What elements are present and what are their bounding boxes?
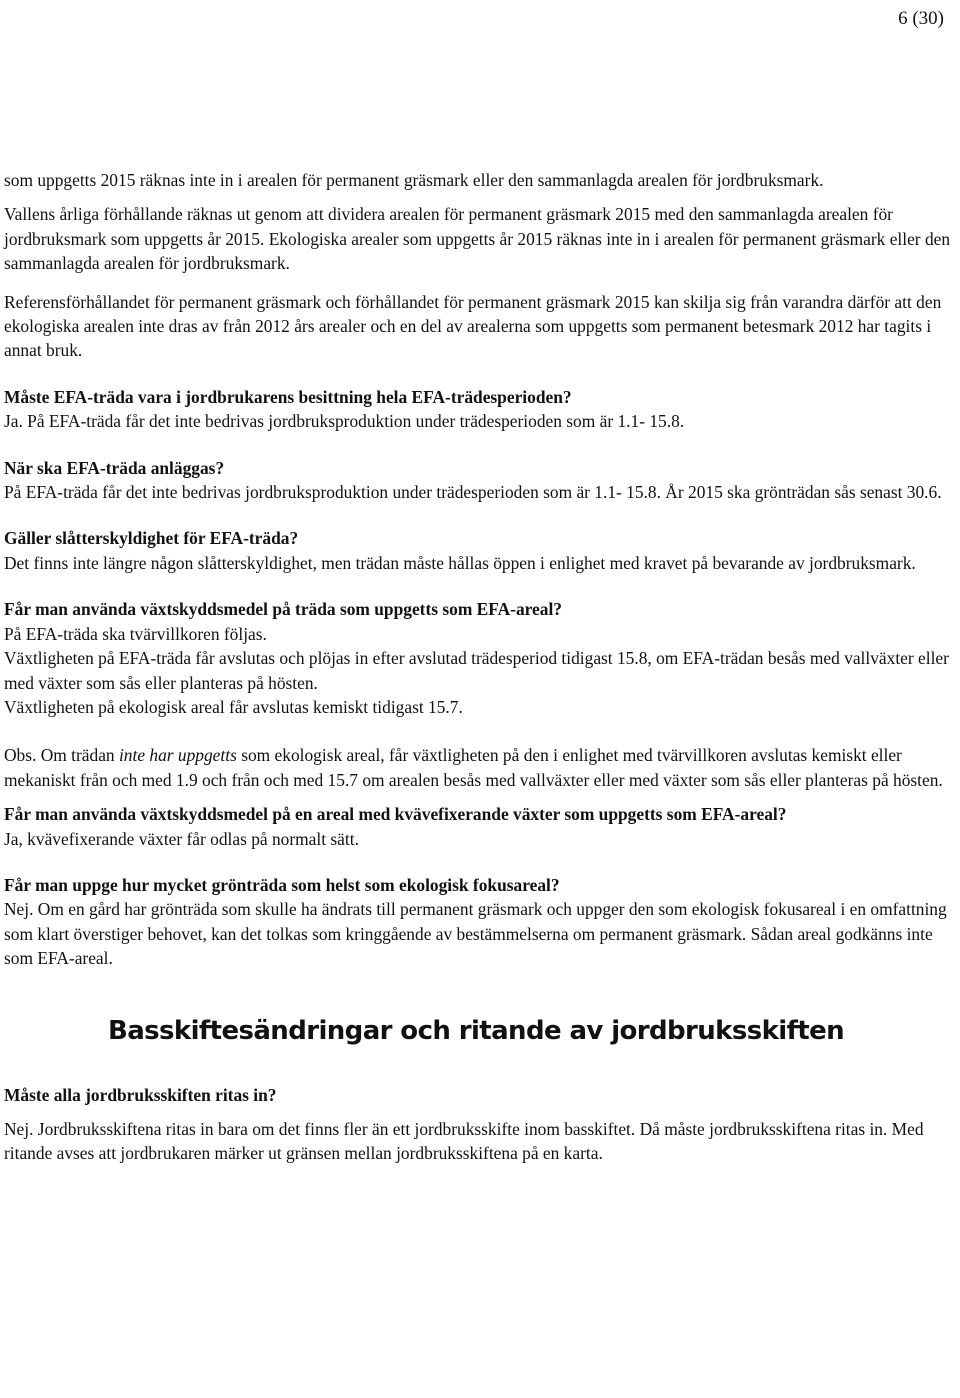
answer-line: Växtligheten på EFA-träda får avslutas och plöjas in efter avslutad trädesperiod tidigast 15.8, om EFA-trädan besås med vallväxter eller med växter som sås eller planteras på hösten.: [4, 648, 949, 693]
obs-note: [4, 743, 952, 792]
question-heading: Får man använda växtskyddsmedel på en areal med kvävefixerande växter som uppgetts som EFA-areal?: [4, 804, 787, 825]
question-heading: Måste EFA-träda vara i jordbrukarens besittning hela EFA-trädesperioden?: [4, 386, 572, 407]
qa-pesticide-fallow: [4, 597, 952, 719]
paragraph-reference-ratio: Referensförhållandet för permanent gräsmark och förhållandet för permanent gräsmark 2015 kan skilja sig från varandra därför att den ekologiska arealen inte dras av från 2012 års arealer och en del av arealerna som uppgetts som permanent betesmark 2012 har tagits i annat bruk.: [4, 291, 942, 361]
paragraph-intro: som uppgetts 2015 räknas inte in i arealen för permanent gräsmark eller den sammanlagda arealen för jordbruksmark.: [4, 170, 824, 190]
question-heading: Måste alla jordbruksskiften ritas in?: [4, 1084, 277, 1105]
qa-establish: [4, 456, 952, 505]
paragraph-vall-ratio: Vallens årliga förhållande räknas ut genom att dividera arealen för permanent gräsmark 2015 med den sammanlagda arealen för jordbruksmark som uppgetts år 2015. Ekologiska arealer som uppgetts år 2015 räknas inte in i arealen för permanent gräsmark eller den sammanlagda arealen för jordbruksmark.: [4, 204, 951, 274]
answer-text: Ja. På EFA-träda får det inte bedrivas jordbruksproduktion under trädesperioden som är 1.1- 15.8.: [4, 411, 685, 432]
question-heading: Får man uppge hur mycket grönträda som helst som ekologisk fokusareal?: [4, 874, 560, 895]
answer-text: Det finns inte längre någon slåtterskyldighet, men trädan måste hållas öppen i enlighet med kravet på bevarande av jordbruksmark.: [4, 552, 916, 573]
answer-text: Ja, kvävefixerande växter får odlas på normalt sätt.: [4, 828, 359, 849]
obs-text-pre: Om trädan: [36, 745, 119, 766]
obs-emphasis: inte har uppgetts: [118, 745, 237, 766]
answer-line: På EFA-träda ska tvärvillkoren följas.: [4, 623, 267, 644]
answer-line: Växtligheten på ekologisk areal får avslutas kemiskt tidigast 15.7.: [4, 696, 463, 717]
qa-possession: [4, 385, 952, 434]
obs-label: Obs.: [4, 745, 37, 766]
qa-mowing: [4, 526, 952, 575]
question-heading: Får man använda växtskyddsmedel på träda som uppgetts som EFA-areal?: [4, 599, 562, 620]
section-heading: Basskiftesändringar och ritande av jordbruksskiften: [108, 1015, 845, 1046]
page-number: 6 (30): [898, 8, 944, 29]
qa-nitrogen: [4, 802, 952, 851]
qa-green-fallow: [4, 873, 952, 971]
question-heading: När ska EFA-träda anläggas?: [4, 457, 225, 478]
obs-text-post: som ekologisk areal, får växtligheten på den i enlighet med tvärvillkoren avslutas kemiskt eller mekaniskt från och med 1.9 och från och med 15.7 om arealen besås med vallväxter eller med växter som sås eller planteras på hösten.: [4, 745, 943, 790]
answer-text: Nej. Om en gård har grönträda som skulle ha ändrats till permanent gräsmark och uppger den som ekologisk fokusareal i en omfattning som klart överstiger behovet, kan det tolkas som kringgående av bestämmelserna om permanent gräsmark. Sådan areal godkänns inte som EFA-areal.: [4, 899, 947, 969]
answer-text: På EFA-träda får det inte bedrivas jordbruksproduktion under trädesperioden som är 1.1- 15.8. År 2015 ska grönträdan sås senast 30.6.: [4, 482, 942, 503]
document-body: [4, 168, 952, 1176]
answer-text: Nej. Jordbruksskiftena ritas in bara om det finns fler än ett jordbruksskifte inom basskiftet. Då måste jordbruksskiftena ritas in. Med ritande avses att jordbrukaren märker ut gränsen mellan jordbruksskiftena på en karta.: [4, 1118, 924, 1164]
question-heading: Gäller slåtterskyldighet för EFA-träda?: [4, 528, 299, 549]
